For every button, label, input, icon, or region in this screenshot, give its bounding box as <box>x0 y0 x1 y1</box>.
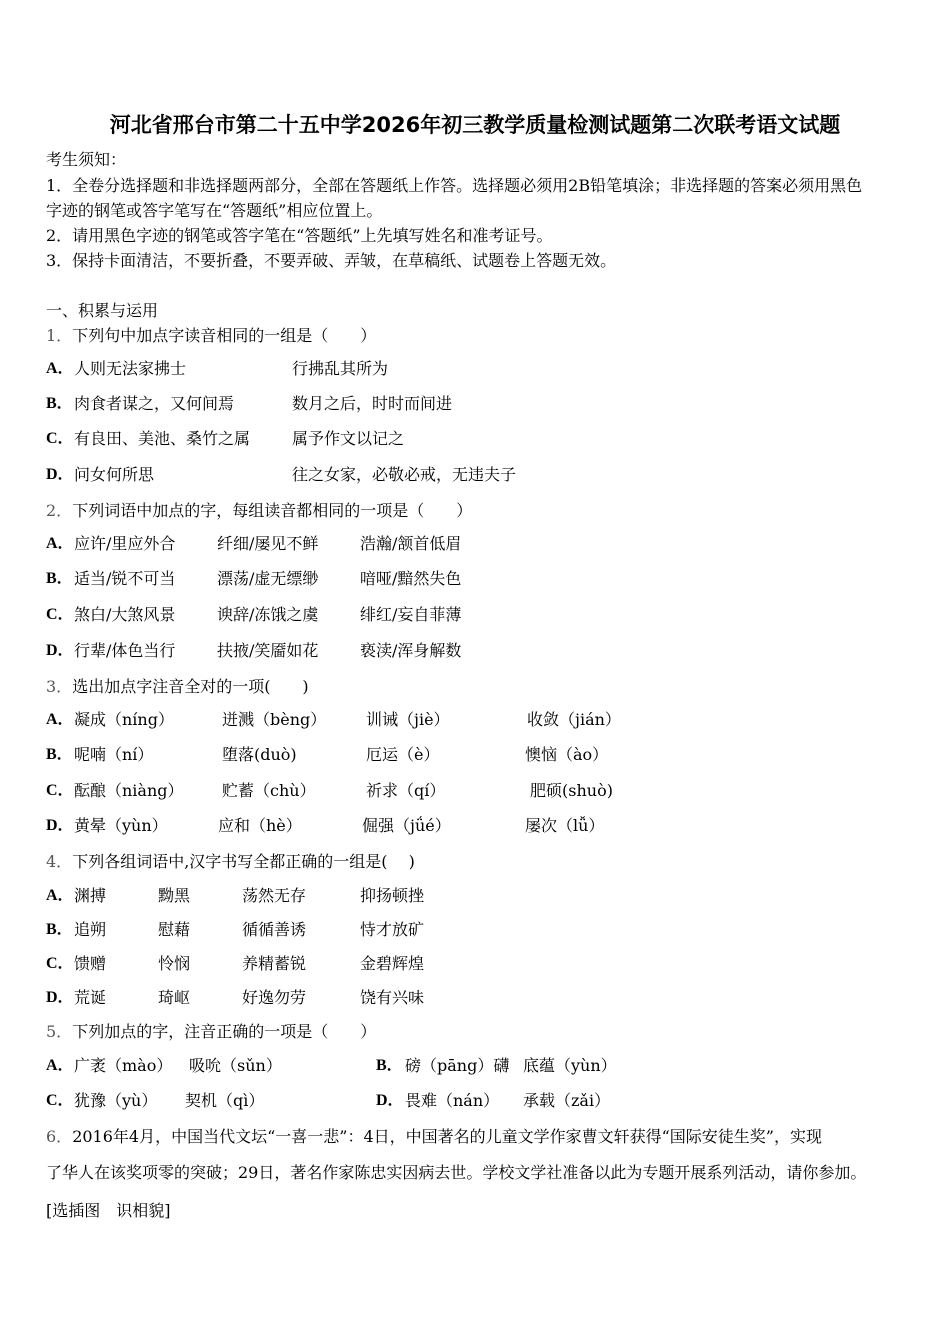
option-text: 行拂乱其所为 <box>292 359 389 378</box>
option-text: 浩瀚/颔首低眉 <box>360 534 462 553</box>
option-text: 适当/锐不可当 <box>74 569 176 588</box>
question-text: 2016年4月，中国当代文坛“一喜一悲”：4日，中国著名的儿童文学作家曹文轩获得“国际安徒生奖”，实现 <box>72 1127 822 1146</box>
option-text: 有良田、美池、桑竹之属 <box>74 429 251 448</box>
option-text: 承载（zǎi） <box>523 1091 611 1110</box>
option-label: C． <box>46 782 74 799</box>
option-text: 畏难（nán） <box>405 1091 500 1110</box>
option-text: 应许/里应外合 <box>74 534 176 553</box>
option-text: 恃才放矿 <box>360 920 425 939</box>
option-label: B． <box>46 395 73 412</box>
question-6-subheading: [选插图 识相貌] <box>46 1201 171 1220</box>
question-text: 下列加点的字，注音正确的一项是（ ） <box>72 1022 377 1041</box>
option-text: 契机（qì） <box>185 1091 265 1110</box>
question-5-stem <box>46 1022 376 1042</box>
option-text: 馈赠 <box>74 954 107 973</box>
option-text: 训诫（jiè） <box>366 710 450 729</box>
question-text: 下列句中加点字读音相同的一组是（ ） <box>72 326 377 345</box>
option-text: 纤细/屡见不鲜 <box>217 534 319 553</box>
option-text: 喑哑/黯然失色 <box>360 569 462 588</box>
option-text: 肉食者谋之，又何间焉 <box>74 394 235 413</box>
option-text: 厄运（è） <box>366 745 440 764</box>
question-2-stem <box>46 501 472 521</box>
option-label: D． <box>46 642 74 659</box>
option-text: 酝酿（niàng） <box>74 781 184 800</box>
option-text: 琦岖 <box>158 988 191 1007</box>
option-text: 抑扬顿挫 <box>360 886 425 905</box>
question-number: 5． <box>46 1022 73 1041</box>
option-text: 数月之后，时时而间进 <box>292 394 453 413</box>
option-label: C． <box>46 955 74 972</box>
question-text: 下列各组词语中,汉字书写全都正确的一组是( ) <box>72 852 415 871</box>
question-number: 6． <box>46 1127 73 1146</box>
option-text: 广袤（mào） <box>74 1056 173 1075</box>
question-1-stem <box>46 326 376 346</box>
option-text: 屡次（lǚ） <box>525 816 605 835</box>
option-text: 底蕴（yùn） <box>523 1056 617 1075</box>
option-text: 呢喃（ní） <box>74 745 154 764</box>
option-text: 循循善诱 <box>242 920 307 939</box>
option-label: B． <box>376 1057 403 1074</box>
option-text: 漂荡/虚无缥缈 <box>217 569 319 588</box>
option-text: 贮蓄（chù） <box>222 781 316 800</box>
notice-line: 字迹的钢笔或答字笔写在“答题纸”相应位置上。 <box>46 201 383 220</box>
option-label: D． <box>46 466 74 483</box>
option-label: D． <box>46 989 74 1006</box>
option-text: 饶有兴味 <box>360 988 425 1007</box>
question-text: 选出加点字注音全对的一项( ) <box>72 677 309 696</box>
option-label: A． <box>46 711 74 728</box>
option-text: 好逸勿劳 <box>242 988 307 1007</box>
option-text: 亵渎/浑身解数 <box>360 641 462 660</box>
option-text: 黝黑 <box>158 886 191 905</box>
option-text: 往之女家，必敬必戒，无违夫子 <box>292 465 517 484</box>
option-text: 迸溅（bèng） <box>222 710 327 729</box>
option-text: 谀辞/冻饿之虞 <box>217 605 319 624</box>
option-label: A． <box>46 1057 74 1074</box>
option-text: 吸吮（sǔn） <box>189 1056 282 1075</box>
option-label: A． <box>46 887 74 904</box>
option-text: 懊恼（ào） <box>525 745 609 764</box>
option-text: 追朔 <box>74 920 107 939</box>
option-label: B． <box>46 921 73 938</box>
option-text: 行辈/体色当行 <box>74 641 176 660</box>
option-label: A． <box>46 535 74 552</box>
option-label: C． <box>46 606 74 623</box>
option-text: 堕落(duò) <box>222 745 297 764</box>
notice-line: 1．全卷分选择题和非选择题两部分，全部在答题纸上作答。选择题必须用2B铅笔填涂；非选择题的答案必须用黑色 <box>46 176 863 195</box>
option-label: D． <box>376 1092 404 1109</box>
option-text: 渊搏 <box>74 886 107 905</box>
option-text: 荒诞 <box>74 988 107 1007</box>
option-text: 金碧辉煌 <box>360 954 425 973</box>
question-number: 1． <box>46 326 73 345</box>
notice-line: 3．保持卡面清洁，不要折叠，不要弄破、弄皱，在草稿纸、试题卷上答题无效。 <box>46 251 617 270</box>
option-label: B． <box>46 746 73 763</box>
option-text: 属予作文以记之 <box>292 429 405 448</box>
option-text: 荡然无存 <box>242 886 307 905</box>
option-text: 慰藉 <box>158 920 191 939</box>
option-text: 犹豫（yù） <box>74 1091 158 1110</box>
option-label: C． <box>46 430 74 447</box>
question-number: 2． <box>46 501 73 520</box>
option-text: 倔强（jǘé） <box>362 816 451 835</box>
option-text: 怜悯 <box>158 954 191 973</box>
question-number: 4． <box>46 852 73 871</box>
notice-heading: 考生须知： <box>46 150 127 169</box>
option-label: A． <box>46 360 74 377</box>
option-text: 问女何所思 <box>74 465 155 484</box>
page-title: 河北省邢台市第二十五中学2026年初三教学质量检测试题第二次联考语文试题 <box>109 113 841 137</box>
option-text: 黄晕（yùn） <box>74 816 168 835</box>
option-label: B． <box>46 570 73 587</box>
option-text: 凝成（níng） <box>74 710 174 729</box>
option-text: 收敛（jián） <box>527 710 621 729</box>
option-text: 扶掖/笑靥如花 <box>217 641 319 660</box>
option-text: 应和（hè） <box>218 816 302 835</box>
option-text: 磅（pāng）礴 <box>405 1056 510 1075</box>
question-4-stem <box>46 852 415 872</box>
question-number: 3． <box>46 677 73 696</box>
option-label: C． <box>46 1092 74 1109</box>
option-text: 人则无法家拂士 <box>74 359 187 378</box>
option-text: 煞白/大煞风景 <box>74 605 176 624</box>
notice-line: 2．请用黑色字迹的钢笔或答字笔在“答题纸”上先填写姓名和准考证号。 <box>46 226 553 245</box>
option-label: D． <box>46 817 74 834</box>
question-6-line <box>46 1127 822 1147</box>
option-text: 绯红/妄自菲薄 <box>360 605 462 624</box>
option-text: 肥硕(shuò) <box>530 781 613 800</box>
option-text: 祈求（qí） <box>366 781 446 800</box>
question-3-stem <box>46 677 309 697</box>
option-text: 养精蓄锐 <box>242 954 307 973</box>
section-heading: 一、积累与运用 <box>46 301 159 320</box>
question-text: 下列词语中加点的字，每组读音都相同的一项是（ ） <box>72 501 473 520</box>
question-6-line: 了华人在该奖项零的突破；29日，著名作家陈忠实因病去世。学校文学社准备以此为专题开展系列活动，请你参加。 <box>46 1163 867 1182</box>
